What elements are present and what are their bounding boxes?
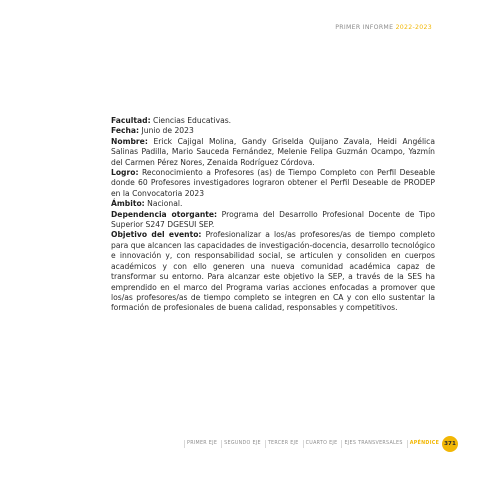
dependencia-label: Dependencia otorgante: [111, 209, 218, 219]
award-entry [111, 116, 435, 314]
dependencia-value: Programa del Desarrollo Profesional Docente de Tipo Superior S247 DGESUI SEP. [111, 209, 435, 230]
field-facultad [111, 116, 435, 126]
field-fecha [111, 126, 435, 136]
report-years: 2022-2023 [395, 24, 432, 31]
page-number-badge: 371 [442, 436, 458, 452]
section-nav-item-active[interactable]: APÉNDICE [407, 440, 441, 448]
section-nav [184, 439, 440, 449]
logro-label: Logro: [111, 168, 139, 178]
report-title: PRIMER INFORME [335, 24, 396, 31]
fecha-value: Junio de 2023 [139, 126, 194, 136]
section-nav-item[interactable]: TERCER EJE [265, 440, 301, 448]
fecha-label: Fecha: [111, 126, 140, 136]
logro-value: Reconocimiento a Profesores (as) de Tiempo Completo con Perfil Deseable donde 60 Profesores investigadores lograron obtener el Perfil Deseable de PRODEP en la Convocatoria 2023 [111, 168, 435, 198]
facultad-label: Facultad: [111, 116, 151, 125]
section-nav-item[interactable]: SEGUNDO EJE [221, 440, 263, 448]
field-logro [111, 168, 435, 199]
field-objetivo [111, 230, 435, 313]
field-ambito [111, 199, 435, 209]
nombre-value: Erick Cajigal Molina, Gandy Griselda Quijano Zavala, Heidi Angélica Salinas Padilla, Mario Sauceda Fernández, Melenie Felipa Guzmán Ocampo, Yazmín del Carmen Pérez Nores, Zenaida Rodríguez Córdova. [111, 136, 435, 167]
section-nav-item[interactable]: EJES TRANSVERSALES [341, 440, 404, 448]
field-nombre [111, 137, 435, 168]
section-nav-item[interactable]: CUARTO EJE [303, 440, 340, 448]
nombre-label: Nombre: [111, 136, 148, 146]
ambito-label: Ámbito: [111, 199, 145, 209]
objetivo-value: Profesionalizar a los/as profesores/as de tiempo completo para que alcancen las capacidades de investigación-docencia, desarrollo tecnológico e innovación y, con responsabilidad social, se articulen y consoliden en cuerpos académicos y con ello generen una nueva comunidad académica capaz de transformar su entorno. Para alcanzar este objetivo la SEP, a través de la SES ha emprendido en el marco del Programa varias acciones enfocadas a promover que los/as profesores/as de tiempo completo se integren en CA y con ello sustentar la formación de profesionales de buena calidad, responsables y competitivos. [111, 230, 436, 313]
section-nav-item[interactable]: PRIMER EJE [184, 440, 219, 448]
facultad-value: Ciencias Educativas. [150, 116, 232, 125]
ambito-value: Nacional. [144, 199, 183, 209]
field-dependencia [111, 210, 435, 231]
objetivo-label: Objetivo del evento: [111, 230, 202, 240]
running-header [335, 24, 432, 31]
